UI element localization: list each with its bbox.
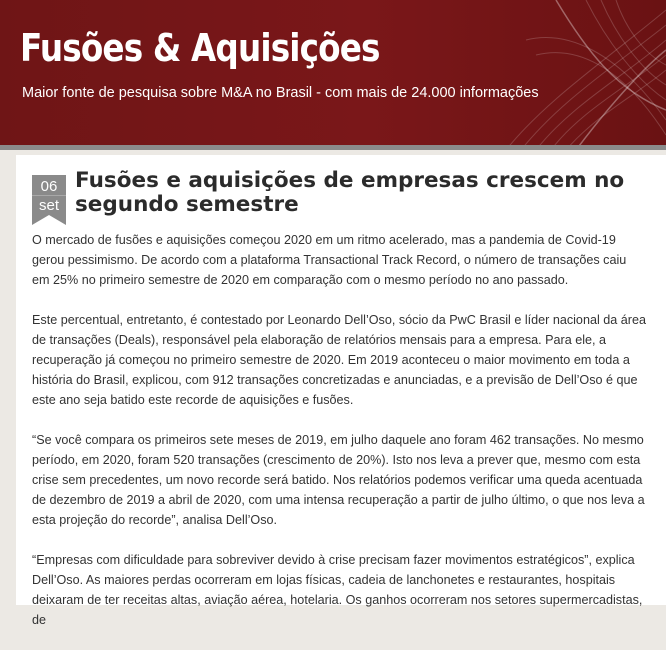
date-month: set xyxy=(38,197,59,214)
date-badge xyxy=(32,175,66,225)
post-paragraph-1: O mercado de fusões e aquisições começou 2020 em um ritmo acelerado, mas a pandemia de Covid-19 gerou pessimismo. De acordo com a plataforma Transactional Track Record, o número de transações caiu em 25% no primeiro semestre de 2020 em comparação com o mesmo período no ano passado. xyxy=(32,233,627,287)
post-body xyxy=(32,230,646,650)
site-tagline: Maior fonte de pesquisa sobre M&A no Brasil - com mais de 24.000 informações xyxy=(22,85,539,101)
site-title[interactable]: Fusões & Aquisições xyxy=(20,26,380,70)
post-container xyxy=(16,155,666,627)
post-paragraph-2: Este percentual, entretanto, é contestado por Leonardo Dell’Oso, sócio da PwC Brasil e líder nacional da área de transações (Deals), responsável pela elaboração de relatórios mensais para a empresa. Para ele, a recuperação já começou no primeiro semestre de 2020. Em 2019 aconteceu o maior movimento em toda a história do Brasil, explicou, com 912 transações concretizadas e anunciadas, e a previsão de Dell’Oso é que este ano seja batido este recorde de aquisições e fusões. xyxy=(32,313,646,407)
post-paragraph-4: “Empresas com dificuldade para sobreviver devido à crise precisam fazer movimentos estratégicos”, explica Dell’Oso. As maiores perdas ocorreram em lojas físicas, cadeia de lanchonetes e restaurantes, hospitais deixaram de ter receitas altas, aviação aérea, hotelaria. Os ganhos ocorreram nos setores supermercadistas, de xyxy=(32,553,643,627)
header-divider xyxy=(0,145,666,150)
decorative-swirl xyxy=(466,0,666,150)
post-title[interactable]: Fusões e aquisições de empresas crescem no segundo semestre xyxy=(75,168,625,217)
site-header xyxy=(0,0,666,150)
date-day: 06 xyxy=(40,178,58,195)
post-paragraph-3: “Se você compara os primeiros sete meses de 2019, em julho daquele ano foram 462 transações. No mesmo período, em 2020, foram 520 transações (crescimento de 20%). Isto nos leva a prever que, mesmo com esta crise sem precedentes, um novo recorde será batido. Nos relatórios podemos verificar uma queda acentuada de dezembro de 2019 a abril de 2020, com uma intensa recuperação a partir de julho último, o que nos leva a esta projeção do recorde”, analisa Dell’Oso. xyxy=(32,433,645,527)
